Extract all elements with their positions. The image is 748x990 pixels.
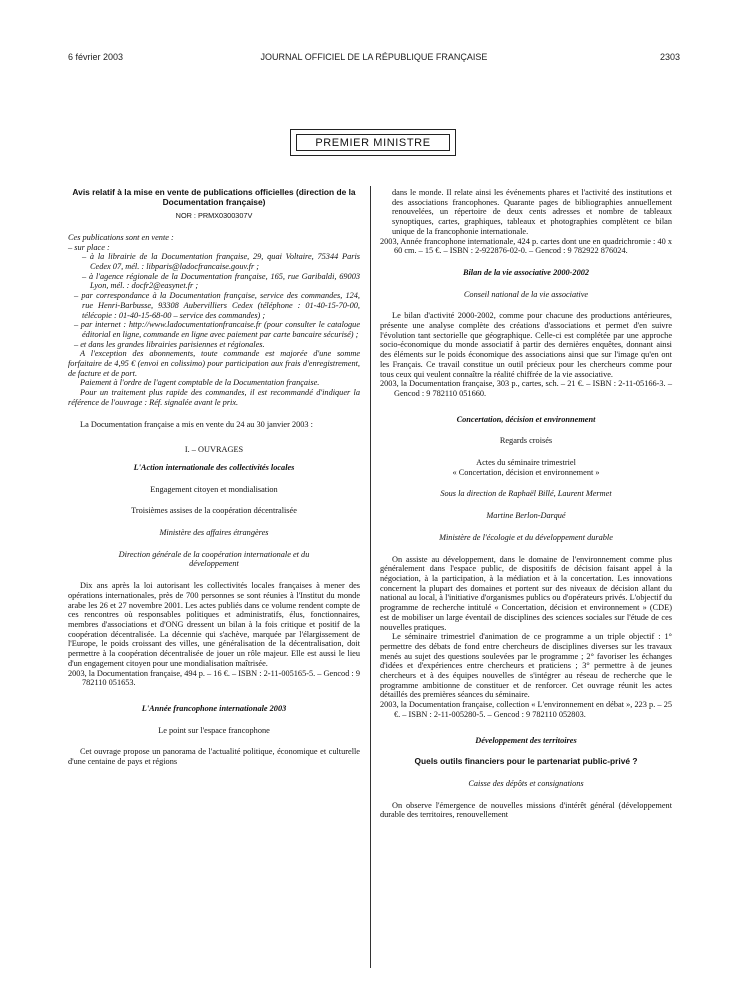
journal-title: JOURNAL OFFICIEL DE LA RÉPUBLIQUE FRANÇAISE (260, 52, 488, 62)
abonnements-note: A l'exception des abonnements, toute commande est majorée d'une somme forfaitaire de 4,95 € (envoi en colissimo) pour participation aux frais d'enregistrement, de facture et de port. (68, 349, 360, 378)
book5-title: Quels outils financiers pour le partenariat public-privé ? (414, 756, 638, 767)
book1-author: Ministère des affaires étrangères (159, 528, 269, 538)
traitement-note: Pour un traitement plus rapide des commandes, il est recommandé d'indiquer la référence de l'ouvrage : Réf. signalée avant le prix. (68, 388, 360, 407)
book2-description-start: Cet ouvrage propose un panorama de l'actualité politique, économique et culturelle d'une centaine de pays et régions (68, 747, 360, 767)
paiement-note: Paiement à l'ordre de l'agent comptable de la Documentation française. (80, 378, 320, 388)
book4-subtitle-quote: « Concertation, décision et environnement » (452, 467, 600, 477)
header-date: 6 février 2003 (68, 52, 124, 62)
notice-title: Avis relatif à la mise en vente de publications officielles (direction de la Documentation française) (72, 187, 356, 207)
mise-en-vente: La Documentation française a mis en vente du 24 au 30 janvier 2003 : (80, 419, 313, 429)
sales-on-site: – sur place : (68, 242, 110, 252)
section-banner-title: PREMIER MINISTRE (296, 134, 450, 151)
book5-series: Développement des territoires (475, 735, 577, 745)
nor-reference: NOR : PRMX0300307V (175, 211, 253, 221)
book3-title: Bilan de la vie associative 2000-2002 (462, 267, 590, 277)
book4-direction: Sous la direction de Raphaël Billé, Laurent Mermet (440, 489, 612, 499)
book5-author: Caisse des dépôts et consignations (468, 778, 584, 788)
book3-reference: 2003, la Documentation française, 303 p., cartes, sch. – 21 €. – ISBN : 2-11-05166-3. – Gencod : 9 782110 051660. (380, 379, 672, 398)
sales-correspondance: – par correspondance à la Documentation française, service des commandes, 124, rue Henri-Barbusse, 93308 Aubervilliers Cedex (téléphone : 01-40-15-70-00, télécopie : 01-40-15-68-00 – service des commandes) ; (74, 291, 360, 320)
book1-subtitle: Troisièmes assises de la coopération décentralisée (131, 506, 297, 516)
right-column (380, 188, 672, 820)
sales-librairie: – à la librairie de la Documentation française, 29, quai Voltaire, 75344 Paris Cedex 07, mél. : libparis@ladocfrancaise.gouv.fr ; (82, 252, 360, 271)
book4-series: Concertation, décision et environnement (456, 414, 596, 424)
book4-description-2: Le séminaire trimestriel d'animation de ce programme a un triple objectif : 1° permettre des débats de fond entre chercheurs de disciplines diverses sur les travaux menés au sujet des questions soulevées par le programme ; 2° favoriser les échanges d'idées et d'expériences entre chercheurs et praticiens ; 3° permettre à de jeunes chercheurs et à des équipes nouvelles de s'intégrer au réseau de recherche que le programme ambitionne de constituer et de renforcer. Cet ouvrage réunit les actes détaillés des premières séances du séminaire. (380, 632, 672, 700)
book3-description: Le bilan d'activité 2000-2002, comme pour chacune des productions antérieures, présente une analyse complète des créations d'associations et permet d'en suivre l'évolution tant sectorielle que géographique. Celle-ci est complétée par une approche socio-économique du monde associatif à partir des dernières enquêtes, donnant ainsi des éléments sur le poids économique des associations ainsi que sur l'image qu'en ont les Français. Ce travail constitue un outil précieux pour les chercheurs comme pour tous ceux qui veulent connaître la réalité chiffrée de la vie associative. (380, 311, 672, 379)
sales-internet: – par internet : http://www.ladocumentationfrancaise.fr (pour consulter le catalogue éditorial en ligne, commande en ligne avec paiement par carte bancaire sécurisé) ; (74, 320, 360, 339)
book2-description-continued: dans le monde. Il relate ainsi les événements phares et l'activité des institutions et des associations francophones. Quarante pages de bibliographies annuellement renouvelées, un répertoire de deux cents adresses et nombre de tableaux synoptiques, cartes, graphiques, tableaux et photographies complètent ce bilan unique de la francophonie internationale. (392, 188, 672, 236)
sales-agence: – à l'agence régionale de la Documentation française, 165, rue Garibaldi, 69003 Lyon, mél. : docfr2@easynet.fr ; (82, 271, 360, 291)
page-number: 2303 (659, 52, 680, 62)
book4-reference: 2003, la Documentation française, collection « L'environnement en débat », 223 p. – 25 €. – ISBN : 2-11-005280-5. – Gencod : 9 782110 052803. (380, 700, 672, 719)
book2-reference: 2003, Année francophone internationale, 424 p. cartes dont une en quadrichromie : 40 x 60 cm. – 15 €. – ISBN : 2-922876-02-0. – Gencod : 9 782922 876024. (380, 236, 672, 256)
book4-title: Regards croisés (499, 436, 553, 446)
sales-intro: Ces publications sont en vente : (68, 232, 174, 242)
left-column (68, 188, 360, 767)
section-banner (290, 129, 456, 156)
book1-author-direction: Direction générale de la coopération internationale et du développement (118, 549, 310, 569)
book1-series: L'Action internationale des collectivités locales (133, 462, 295, 472)
book4-subtitle: Actes du séminaire trimestriel (476, 458, 576, 468)
book1-title: Engagement citoyen et mondialisation (150, 484, 278, 494)
book4-description-1: On assiste au développement, dans le domaine de l'environnement comme plus généralement dans l'espace public, de dispositifs de décision faisant appel à la négociation, à la participation, à la médiation et à la concertation. Les innovations concernent la plupart des domaines et portent sur des niveaux de décision allant du national au local, à l'initiative d'organismes publics ou d'opérateurs privés. L'objectif du programme de recherche intitulé « Concertation, décision et environnement » (CDE) est de mobiliser un large éventail de disciplines des sciences sociales sur l'étude de ces nouvelles pratiques. (380, 554, 672, 632)
book3-author: Conseil national de la vie associative (463, 289, 589, 299)
book4-coauthor: Martine Berlon-Darqué (486, 511, 566, 521)
book4-ministry: Ministère de l'écologie et du développement durable (439, 532, 613, 542)
book2-series: L'Année francophone internationale 2003 (141, 703, 287, 713)
book1-description: Dix ans après la loi autorisant les collectivités locales françaises à mener des opérations internationales, près de 700 personnes se sont réunies à l'Institut du monde arabe les 26 et 27 novembre 2001. Les actes publiés dans ce volume rendent compte de ces rencontres où responsables politiques et administratifs, élus, fonctionnaires, membres d'associations et d'ONG dressent un bilan à la fois critique et positif de la coopération décentralisée. La décennie qui s'achève, marquée par l'élargissement de l'Europe, le poids croissant des villes, une généralisation de la décentralisation, doit permettre à la coopération décentralisée de jouer un rôle majeur. Elle est aussi le lieu d'un engagement citoyen pour une mondialisation maîtrisée. (68, 581, 360, 668)
book5-description-start: On observe l'émergence de nouvelles missions d'intérêt général (développement durable des territoires, renouvellement (380, 800, 672, 820)
book1-reference: 2003, la Documentation française, 494 p. – 16 €. – ISBN : 2-11-005165-5. – Gencod : 9 782110 051653. (68, 668, 360, 688)
ouvrages-heading: I. – OUVRAGES (184, 445, 244, 455)
sales-librairies: – et dans les grandes librairies parisiennes et régionales. (74, 339, 265, 349)
book2-title: Le point sur l'espace francophone (158, 725, 270, 735)
column-divider (370, 186, 371, 968)
